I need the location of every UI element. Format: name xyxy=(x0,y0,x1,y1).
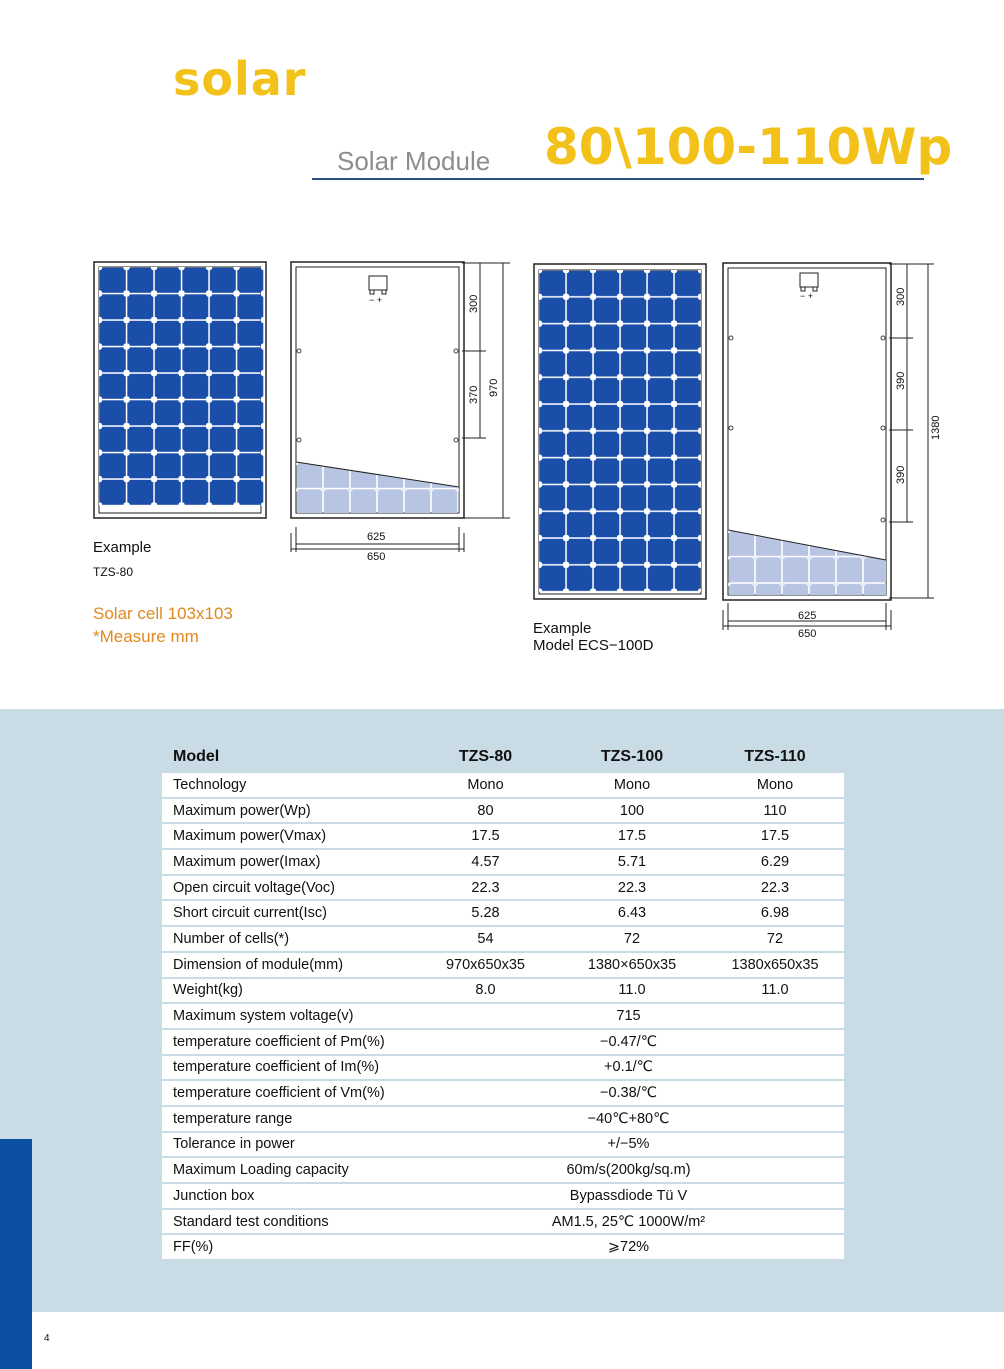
tzs80-back-view xyxy=(291,262,510,563)
dim-650-r: 650 xyxy=(798,628,817,640)
solar-cell-note: Solar cell 103x103 xyxy=(93,604,233,623)
table-row xyxy=(162,953,844,977)
row-value: −0.38/℃ xyxy=(413,1081,844,1105)
row-label: Number of cells(*) xyxy=(162,927,413,951)
row-label: Maximum power(Wp) xyxy=(162,799,413,823)
table-row xyxy=(162,824,844,848)
table-row xyxy=(162,773,844,797)
ecs100d-back-view xyxy=(723,263,942,640)
ecs100d-front-view xyxy=(534,264,706,599)
dim-390-b: 390 xyxy=(895,465,907,484)
row-label: FF(%) xyxy=(162,1235,413,1259)
row-value: 22.3 xyxy=(558,876,706,900)
title-rule xyxy=(312,178,924,180)
table-row xyxy=(162,927,844,951)
spec-table xyxy=(162,741,844,1261)
row-value: 8.0 xyxy=(413,979,558,1003)
table-row xyxy=(162,850,844,874)
row-value: 80 xyxy=(413,799,558,823)
table-row xyxy=(162,1081,844,1105)
row-value: 715 xyxy=(413,1004,844,1028)
table-row xyxy=(162,1107,844,1131)
row-value: 17.5 xyxy=(706,824,844,848)
brand-logo: solar xyxy=(173,52,307,106)
row-label: Standard test conditions xyxy=(162,1210,413,1234)
row-value: +0.1/℃ xyxy=(413,1056,844,1080)
side-accent-bar xyxy=(0,1139,32,1369)
row-label: temperature coefficient of Pm(%) xyxy=(162,1030,413,1054)
row-value: Mono xyxy=(558,773,706,797)
table-row xyxy=(162,799,844,823)
row-label: Maximum Loading capacity xyxy=(162,1158,413,1182)
page-number: 4 xyxy=(44,1333,50,1344)
left-model-caption: TZS-80 xyxy=(93,565,134,579)
row-value: 72 xyxy=(558,927,706,951)
table-row xyxy=(162,1210,844,1234)
row-value: 5.28 xyxy=(413,901,558,925)
row-label: temperature coefficient of Im(%) xyxy=(162,1056,413,1080)
junction-box-polarity: − + xyxy=(369,295,383,305)
dim-370: 370 xyxy=(468,385,480,404)
row-label: Junction box xyxy=(162,1184,413,1208)
header-tzs80: TZS-80 xyxy=(458,748,513,765)
left-example-caption: Example xyxy=(93,539,152,556)
table-row xyxy=(162,876,844,900)
row-value: 4.57 xyxy=(413,850,558,874)
row-label: temperature coefficient of Vm(%) xyxy=(162,1081,413,1105)
row-value: −0.47/℃ xyxy=(413,1030,844,1054)
row-value: 54 xyxy=(413,927,558,951)
measure-note: *Measure mm xyxy=(93,627,199,646)
row-value: 17.5 xyxy=(413,824,558,848)
row-value: 22.3 xyxy=(413,876,558,900)
row-label: Short circuit current(Isc) xyxy=(162,901,413,925)
row-label: Open circuit voltage(Voc) xyxy=(162,876,413,900)
right-example-caption: Example xyxy=(533,620,592,637)
dim-1380: 1380 xyxy=(930,415,942,440)
dim-300: 300 xyxy=(468,294,480,313)
table-row xyxy=(162,979,844,1003)
row-value: 6.29 xyxy=(706,850,844,874)
row-value: 100 xyxy=(558,799,706,823)
row-value: AM1.5, 25℃ 1000W/m² xyxy=(413,1210,844,1234)
row-value: 5.71 xyxy=(558,850,706,874)
row-value: 1380×650x35 xyxy=(558,953,706,977)
row-value: 110 xyxy=(706,799,844,823)
table-row xyxy=(162,1158,844,1182)
table-row xyxy=(162,1235,844,1259)
spec-header-row xyxy=(162,743,844,771)
header-model: Model xyxy=(173,748,220,765)
dim-970: 970 xyxy=(488,378,500,397)
row-label: Weight(kg) xyxy=(162,979,413,1003)
row-label: Maximum power(Imax) xyxy=(162,850,413,874)
row-value: 11.0 xyxy=(706,979,844,1003)
table-row xyxy=(162,1184,844,1208)
row-value: 11.0 xyxy=(558,979,706,1003)
dim-390-a: 390 xyxy=(895,371,907,390)
product-subtitle: Solar Module xyxy=(337,146,491,176)
dim-625-r: 625 xyxy=(798,610,817,622)
header-tzs100: TZS-100 xyxy=(600,748,664,765)
tzs80-front-view xyxy=(94,262,266,518)
row-value: 1380x650x35 xyxy=(706,953,844,977)
right-model-caption: Model ECS−100D xyxy=(533,637,654,654)
table-row xyxy=(162,1030,844,1054)
row-value: 6.43 xyxy=(558,901,706,925)
row-value: 22.3 xyxy=(706,876,844,900)
row-label: Maximum system voltage(v) xyxy=(162,1004,413,1028)
dim-625: 625 xyxy=(367,531,386,543)
table-row xyxy=(162,1056,844,1080)
dim-650: 650 xyxy=(367,551,386,563)
row-value: +/−5% xyxy=(413,1133,844,1157)
row-value: 72 xyxy=(706,927,844,951)
row-label: Technology xyxy=(162,773,413,797)
row-value: 970x650x35 xyxy=(413,953,558,977)
power-range-title: 80\100-110Wp xyxy=(544,118,953,176)
row-value: Mono xyxy=(413,773,558,797)
row-label: Maximum power(Vmax) xyxy=(162,824,413,848)
header-tzs110: TZS-110 xyxy=(744,748,806,765)
row-value: 6.98 xyxy=(706,901,844,925)
row-label: Tolerance in power xyxy=(162,1133,413,1157)
dim-300-r: 300 xyxy=(895,287,907,306)
row-value: 17.5 xyxy=(558,824,706,848)
table-row xyxy=(162,901,844,925)
row-value: 60m/s(200kg/sq.m) xyxy=(413,1158,844,1182)
row-value: Bypassdiode Tü V xyxy=(413,1184,844,1208)
row-value: ⩾72% xyxy=(413,1235,844,1259)
row-label: temperature range xyxy=(162,1107,413,1131)
row-value: −40℃+80℃ xyxy=(413,1107,844,1131)
table-row xyxy=(162,1133,844,1157)
row-label: Dimension of module(mm) xyxy=(162,953,413,977)
table-row xyxy=(162,1004,844,1028)
row-value: Mono xyxy=(706,773,844,797)
junction-box-polarity-2: − + xyxy=(800,291,814,301)
